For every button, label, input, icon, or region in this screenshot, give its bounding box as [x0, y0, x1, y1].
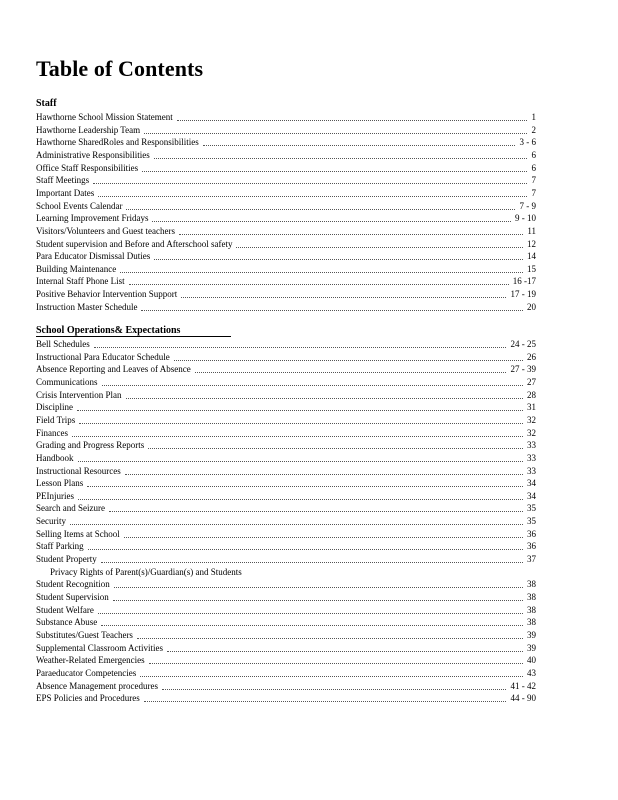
toc-entry-page: 33 — [527, 440, 536, 451]
toc-entry — [36, 187, 536, 200]
toc-entry-page: 35 — [527, 503, 536, 514]
toc-entry-title: Handbook — [36, 452, 74, 463]
toc-entry-title: Security — [36, 516, 66, 527]
toc-entry-page: 36 — [527, 541, 536, 552]
dot-leader — [72, 436, 523, 437]
toc-entry-title: Grading and Progress Reports — [36, 440, 145, 451]
dot-leader — [140, 676, 523, 677]
toc-entry-title: Instructional Para Educator Schedule — [36, 351, 170, 362]
toc-entry-page: 38 — [527, 604, 536, 615]
toc-entry — [36, 477, 536, 490]
toc-entry-page: 15 — [527, 263, 536, 274]
dot-leader — [141, 310, 523, 311]
dot-leader — [195, 372, 506, 373]
dot-leader — [77, 410, 523, 411]
toc-entry — [36, 465, 536, 478]
toc-entry-title: Important Dates — [36, 187, 95, 198]
dot-leader — [203, 145, 515, 146]
toc-entry — [36, 578, 536, 591]
dot-leader — [87, 486, 523, 487]
toc-entry-title: Internal Staff Phone List — [36, 276, 125, 287]
toc-entry — [36, 376, 536, 389]
toc-entry-page: 9 - 10 — [515, 213, 536, 224]
dot-leader — [93, 183, 527, 184]
toc-entry-page: 32 — [527, 414, 536, 425]
toc-entry — [36, 389, 536, 402]
toc-entry-title: Student Property — [36, 554, 97, 565]
dot-leader — [102, 385, 523, 386]
toc-entry-title: Office Staff Responsibilities — [36, 162, 139, 173]
toc-entry — [36, 111, 536, 124]
dot-leader — [114, 587, 523, 588]
toc-entry — [36, 515, 536, 528]
toc-entry — [36, 540, 536, 553]
dot-leader — [94, 347, 506, 348]
toc-entry-page: 33 — [527, 465, 536, 476]
toc-entry-title: Substitutes/Guest Teachers — [36, 629, 133, 640]
toc-entry-title: Supplemental Classroom Activities — [36, 642, 163, 653]
toc-entry — [36, 427, 536, 440]
toc-entry-title: PEInjuries — [36, 490, 74, 501]
toc-entry-title: Finances — [36, 427, 68, 438]
dot-leader — [79, 423, 523, 424]
dot-leader — [101, 625, 523, 626]
toc-entry — [36, 124, 536, 137]
toc-entry — [36, 238, 536, 251]
toc-entry-page: 34 — [527, 490, 536, 501]
toc-entry-title: EPS Policies and Procedures — [36, 693, 140, 704]
toc-entry-page: 31 — [527, 402, 536, 413]
toc-entry-title: Learning Improvement Fridays — [36, 213, 149, 224]
toc-entry-title: Student Welfare — [36, 604, 94, 615]
dot-leader — [98, 613, 523, 614]
dot-leader — [88, 549, 523, 550]
toc-entry-page: 43 — [527, 667, 536, 678]
dot-leader — [179, 234, 523, 235]
dot-leader — [174, 360, 523, 361]
toc-entry-page: 39 — [527, 642, 536, 653]
dot-leader — [236, 247, 523, 248]
dot-leader — [144, 701, 506, 702]
dot-leader — [78, 499, 523, 500]
toc-entry-title: Weather-Related Emergencies — [36, 655, 145, 666]
toc-entry — [36, 200, 536, 213]
toc-entry-page: 28 — [527, 389, 536, 400]
toc-entry-page: 27 — [527, 376, 536, 387]
toc-entry — [36, 414, 536, 427]
dot-leader — [152, 221, 511, 222]
section-heading-staff: Staff — [36, 98, 57, 109]
toc-entry-page: 38 — [527, 579, 536, 590]
toc-entry — [36, 604, 536, 617]
dot-leader — [109, 511, 523, 512]
toc-entry-page: 17 - 19 — [510, 289, 536, 300]
toc-entry — [36, 642, 536, 655]
toc-entry — [36, 338, 536, 351]
toc-entry-title: Substance Abuse — [36, 617, 98, 628]
dot-leader — [181, 297, 506, 298]
toc-entry — [36, 452, 536, 465]
toc-entry-page: 1 — [531, 112, 536, 122]
toc-entry-page: 36 — [527, 528, 536, 539]
section-heading-operations: School Operations& Expectations — [36, 325, 181, 336]
toc-entry — [36, 288, 536, 301]
toc-entry — [36, 680, 536, 693]
dot-leader — [113, 600, 523, 601]
toc-entry — [36, 490, 536, 503]
toc-entry — [36, 439, 536, 452]
toc-entry-page: 35 — [527, 516, 536, 527]
toc-entry-title: Paraeducator Competencies — [36, 667, 137, 678]
dot-leader — [148, 448, 523, 449]
toc-entry — [36, 351, 536, 364]
toc-entry-page: 6 — [531, 162, 536, 173]
toc-entry-page: 39 — [527, 629, 536, 640]
toc-entry — [36, 263, 536, 276]
dot-leader — [70, 524, 523, 525]
dot-leader — [142, 171, 527, 172]
toc-entry-page: 26 — [527, 351, 536, 362]
dot-leader — [137, 638, 523, 639]
toc-entry-title: Privacy Rights of Parent(s)/Guardian(s) and Students — [50, 566, 242, 577]
toc-entry-title: Student Supervision — [36, 592, 109, 602]
toc-entry-page: 6 — [531, 149, 536, 160]
toc-entry-page: 34 — [527, 478, 536, 489]
toc-entry-page: 2 — [531, 124, 536, 135]
toc-entry — [36, 174, 536, 187]
toc-entry-page: 40 — [527, 655, 536, 666]
toc-entry — [36, 616, 536, 629]
toc-entry-page: 44 - 90 — [510, 693, 536, 704]
toc-entry-title: Hawthorne SharedRoles and Responsibilities — [36, 137, 199, 148]
toc-entry — [36, 591, 536, 604]
toc-entry — [36, 212, 536, 225]
dot-leader — [154, 158, 527, 159]
dot-leader — [78, 461, 523, 462]
dot-leader — [126, 398, 523, 399]
toc-entry-title: Hawthorne School Mission Statement — [36, 112, 173, 122]
dot-leader — [149, 663, 523, 664]
toc-entry-title: Hawthorne Leadership Team — [36, 124, 141, 135]
toc-entry-page: 38 — [527, 617, 536, 628]
toc-entry — [36, 654, 536, 667]
dot-leader — [167, 651, 523, 652]
page-title: Table of Contents — [36, 56, 204, 81]
toc-entry-title: Student Recognition — [36, 579, 110, 590]
toc-entry-page: 41 - 42 — [510, 680, 536, 691]
toc-entry-page: 14 — [527, 251, 536, 262]
toc-entry-title: Student supervision and Before and Afterschool safety — [36, 238, 233, 249]
dot-leader — [177, 120, 527, 121]
toc-entry-title: Absence Reporting and Leaves of Absence — [36, 364, 191, 375]
dot-leader — [98, 196, 527, 197]
toc-entry-page: 16 -17 — [512, 276, 536, 287]
dot-leader — [120, 272, 523, 273]
toc-entry-title: Instruction Master Schedule — [36, 301, 138, 312]
dot-leader — [144, 133, 527, 134]
toc-entry — [36, 502, 536, 515]
toc-entry-title: Selling Items at School — [36, 528, 120, 539]
section-heading-underline — [36, 336, 231, 337]
toc-entry — [36, 250, 536, 263]
dot-leader — [129, 284, 509, 285]
toc-entry — [36, 629, 536, 642]
toc-entry — [36, 553, 536, 566]
toc-entry — [36, 162, 536, 175]
toc-entry-title: Lesson Plans — [36, 478, 84, 489]
toc-entry-title: Staff Meetings — [36, 175, 90, 186]
toc-entry — [36, 275, 536, 288]
toc-entry-title: Discipline — [36, 402, 73, 413]
toc-entry-page: 38 — [527, 592, 536, 602]
toc-entry-title: Absence Management procedures — [36, 680, 158, 691]
toc-entry-page: 3 - 6 — [519, 137, 536, 148]
toc-entry — [36, 149, 536, 162]
toc-entry-title: Bell Schedules — [36, 339, 90, 349]
toc-entry-title: Positive Behavior Intervention Support — [36, 289, 178, 300]
toc-entry — [36, 301, 536, 314]
dot-leader — [126, 209, 515, 210]
toc-entry-title: Instructional Resources — [36, 465, 121, 476]
toc-entry — [36, 667, 536, 680]
toc-entry-title: Building Maintenance — [36, 263, 117, 274]
toc-entry-title: Staff Parking — [36, 541, 84, 552]
toc-entry — [36, 225, 536, 238]
toc-entry-page: 27 - 39 — [510, 364, 536, 375]
toc-entry-title: Visitors/Volunteers and Guest teachers — [36, 225, 176, 236]
toc-entry-title: Communications — [36, 376, 98, 387]
toc-entry-title: Administrative Responsibilities — [36, 149, 150, 160]
toc-entry-page: 7 — [531, 187, 536, 198]
toc-entry-page: 11 — [527, 225, 536, 236]
toc-entry-page: 20 — [527, 301, 536, 312]
toc-entry-title: Search and Seizure — [36, 503, 105, 514]
toc-entry-page: 12 — [527, 238, 536, 249]
toc-entry-page: 33 — [527, 452, 536, 463]
dot-leader — [101, 562, 523, 563]
toc-entry-title: Field Trips — [36, 414, 76, 425]
toc-entry — [36, 401, 536, 414]
toc-entry — [36, 528, 536, 541]
dot-leader — [154, 259, 523, 260]
toc-entry — [36, 692, 536, 705]
dot-leader — [162, 689, 506, 690]
toc-entry-title: Para Educator Dismissal Duties — [36, 251, 151, 262]
toc-entry-title: Crisis Intervention Plan — [36, 389, 122, 400]
toc-entry-page: 32 — [527, 427, 536, 438]
toc-entry-title: School Events Calendar — [36, 200, 123, 211]
toc-entry — [36, 566, 536, 579]
toc-entry-page: 37 — [527, 554, 536, 565]
dot-leader — [124, 537, 523, 538]
dot-leader — [125, 474, 523, 475]
toc-entry — [36, 363, 536, 376]
toc-entry-page: 24 - 25 — [510, 339, 536, 349]
toc-entry-page: 7 — [531, 175, 536, 186]
toc-entry-page: 7 - 9 — [519, 200, 536, 211]
toc-entry — [36, 136, 536, 149]
